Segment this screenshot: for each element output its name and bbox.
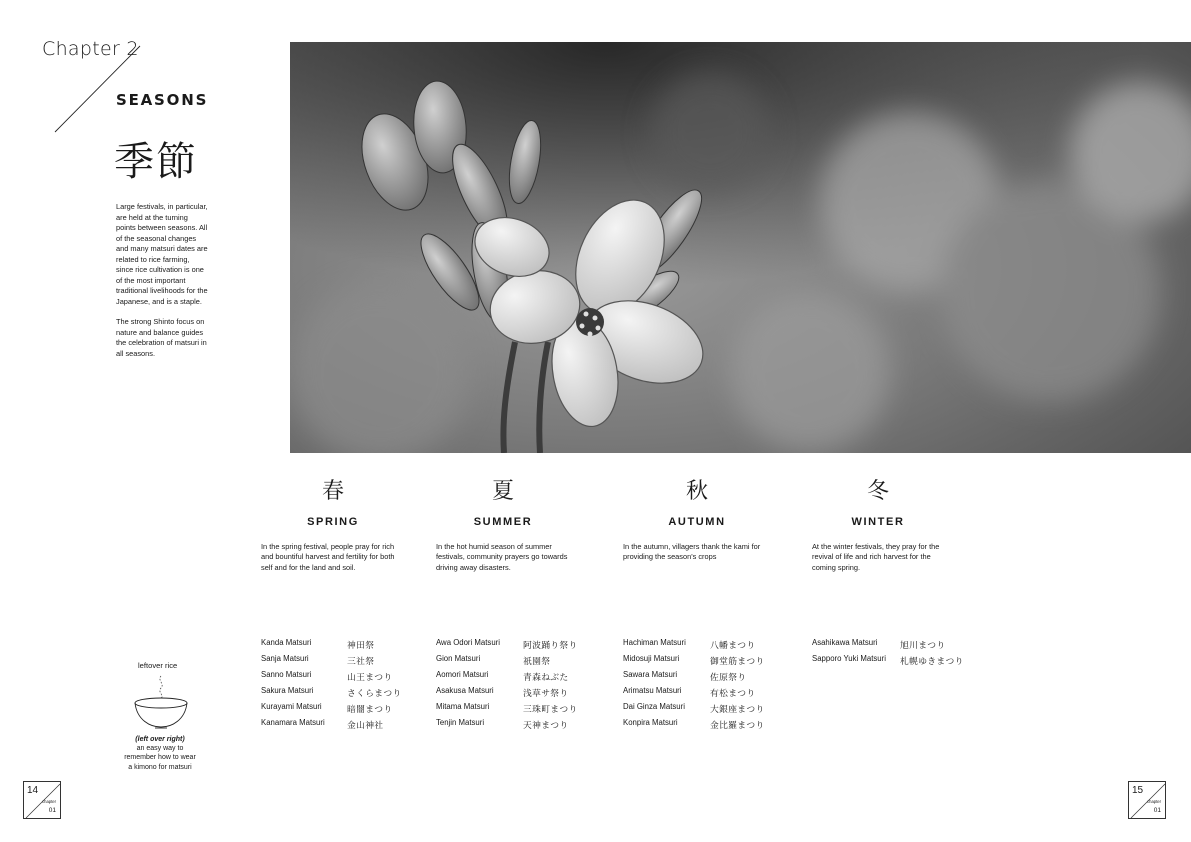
festival-name-en: Mitama Matsuri: [436, 702, 490, 711]
festival-name-en: Tenjin Matsuri: [436, 718, 485, 727]
festival-name-jp: 金山神社: [347, 721, 384, 731]
page-chapter-number: 01: [48, 807, 56, 814]
autumn-description: In the autumn, villagers thank the kami for providing the season's crops: [623, 542, 761, 562]
festival-name-en: Sanno Matsuri: [261, 670, 312, 679]
spring-festival-list: [261, 638, 402, 734]
section-kanji-title: 季節: [114, 139, 198, 185]
list-item: [436, 686, 578, 702]
festival-name-en: Sanja Matsuri: [261, 654, 309, 663]
festival-name-en: Sakura Matsuri: [261, 686, 314, 695]
festival-name-jp: 青森ねぶた: [523, 673, 569, 683]
flower-photo: [290, 42, 1191, 453]
winter-festival-list: [812, 638, 964, 670]
festival-name-jp: 山王まつり: [347, 673, 393, 683]
festival-name-jp: 天神まつり: [523, 721, 569, 731]
festival-name-en: Asahikawa Matsuri: [812, 638, 878, 647]
page-number-right: [1128, 781, 1166, 819]
season-kanji: 秋: [685, 479, 708, 504]
festival-name-jp: 三社祭: [347, 657, 375, 667]
season-autumn: [612, 474, 782, 528]
rice-caption-body: an easy way to remember how to wear a kimono for matsuri: [124, 745, 196, 771]
festival-name-jp: 暗闇まつり: [347, 705, 393, 715]
rice-label: leftover rice: [138, 661, 178, 670]
festival-name-en: Arimatsu Matsuri: [623, 686, 682, 695]
festival-name-jp: 御堂筋まつり: [710, 657, 765, 667]
list-item: [261, 670, 402, 686]
list-item: [436, 638, 578, 654]
festival-name-en: Sapporo Yuki Matsuri: [812, 654, 886, 663]
festival-name-jp: 八幡まつり: [710, 641, 756, 651]
festival-name-jp: 金比羅まつり: [710, 721, 765, 731]
flower-photo-image: [290, 42, 1191, 453]
festival-name-en: Kurayami Matsuri: [261, 702, 322, 711]
section-title: SEASONS: [116, 91, 209, 109]
season-kanji: 夏: [491, 479, 514, 504]
page-number: 15: [1132, 785, 1144, 796]
season-summer: [418, 474, 588, 528]
festival-name-jp: 阿波踊り祭り: [523, 641, 578, 651]
festival-name-en: Midosuji Matsuri: [623, 654, 680, 663]
intro-paragraph-2: The strong Shinto focus on nature and balance guides the celebration of matsuri in all seasons.: [116, 317, 207, 358]
list-item: [436, 654, 578, 670]
list-item: [623, 686, 765, 702]
festival-name-jp: 大銀座まつり: [710, 705, 765, 715]
festival-name-en: Kanda Matsuri: [261, 638, 312, 647]
festival-name-en: Konpira Matsuri: [623, 718, 678, 727]
list-item: [812, 638, 964, 654]
festival-name-en: Aomori Matsuri: [436, 670, 489, 679]
season-name: WINTER: [851, 516, 905, 528]
winter-description: At the winter festivals, they pray for the revival of life and rich harvest for the coming spring.: [812, 542, 940, 572]
festival-name-jp: 有松まつり: [710, 689, 756, 699]
festival-name-jp: さくらまつり: [347, 689, 402, 699]
festival-name-en: Awa Odori Matsuri: [436, 638, 500, 647]
list-item: [623, 670, 765, 686]
page-number-left: [23, 781, 61, 819]
season-name: AUTUMN: [668, 516, 726, 528]
festival-name-jp: 浅草サ祭り: [523, 689, 569, 699]
spring-description: In the spring festival, people pray for rich and bountiful harvest and fertility for both self and for the land and soil.: [261, 542, 395, 572]
festival-name-jp: 祇園祭: [523, 657, 551, 667]
list-item: [623, 718, 765, 734]
chapter-title: Chapter 2: [42, 38, 139, 60]
page-number: 14: [27, 785, 39, 796]
list-item: [436, 718, 578, 734]
summer-festival-list: [436, 638, 578, 734]
festival-name-jp: 三珠町まつり: [523, 705, 578, 715]
season-spring: [248, 474, 418, 528]
intro-paragraph-1: Large festivals, in particular, are held at the turning points between seasons. All of the seasonal changes and many matsuri dates are related to rice farming, since rice cultivation is one of the most important traditional livelihoods for the Japanese, and is a staple.: [116, 202, 208, 306]
page-chapter-label: chapter: [42, 799, 56, 804]
season-name: SPRING: [307, 516, 359, 528]
list-item: [261, 702, 402, 718]
intro-text: [116, 202, 208, 369]
season-kanji: 春: [321, 479, 344, 504]
list-item: [812, 654, 964, 670]
list-item: [623, 702, 765, 718]
festival-name-jp: 佐原祭り: [710, 673, 747, 683]
summer-description: In the hot humid season of summer festivals, community prayers go towards driving away disasters.: [436, 542, 568, 572]
list-item: [623, 638, 765, 654]
season-name: SUMMER: [473, 516, 533, 528]
page-chapter-label: chapter: [1147, 799, 1161, 804]
list-item: [436, 670, 578, 686]
festival-name-en: Asakusa Matsuri: [436, 686, 494, 695]
festival-name-jp: 札幌ゆきまつり: [900, 657, 964, 667]
festival-name-en: Dai Ginza Matsuri: [623, 702, 685, 711]
page-chapter-number: 01: [1153, 807, 1161, 814]
decorative-diagonal-line: [0, 0, 150, 140]
festival-name-en: Sawara Matsuri: [623, 670, 678, 679]
rice-bowl-icon: [128, 672, 194, 734]
season-kanji: 冬: [866, 479, 889, 504]
list-item: [623, 654, 765, 670]
festival-name-jp: 旭川まつり: [900, 641, 946, 651]
festival-name-en: Hachiman Matsuri: [623, 638, 686, 647]
list-item: [261, 718, 402, 734]
list-item: [436, 702, 578, 718]
list-item: [261, 638, 402, 654]
list-item: [261, 686, 402, 702]
season-winter: [793, 474, 963, 528]
autumn-festival-list: [623, 638, 765, 734]
festival-name-en: Gion Matsuri: [436, 654, 481, 663]
list-item: [261, 654, 402, 670]
rice-caption-title: (left over right): [135, 736, 185, 743]
rice-caption: [122, 735, 198, 772]
festival-name-en: Kanamara Matsuri: [261, 718, 325, 727]
festival-name-jp: 神田祭: [347, 641, 375, 651]
